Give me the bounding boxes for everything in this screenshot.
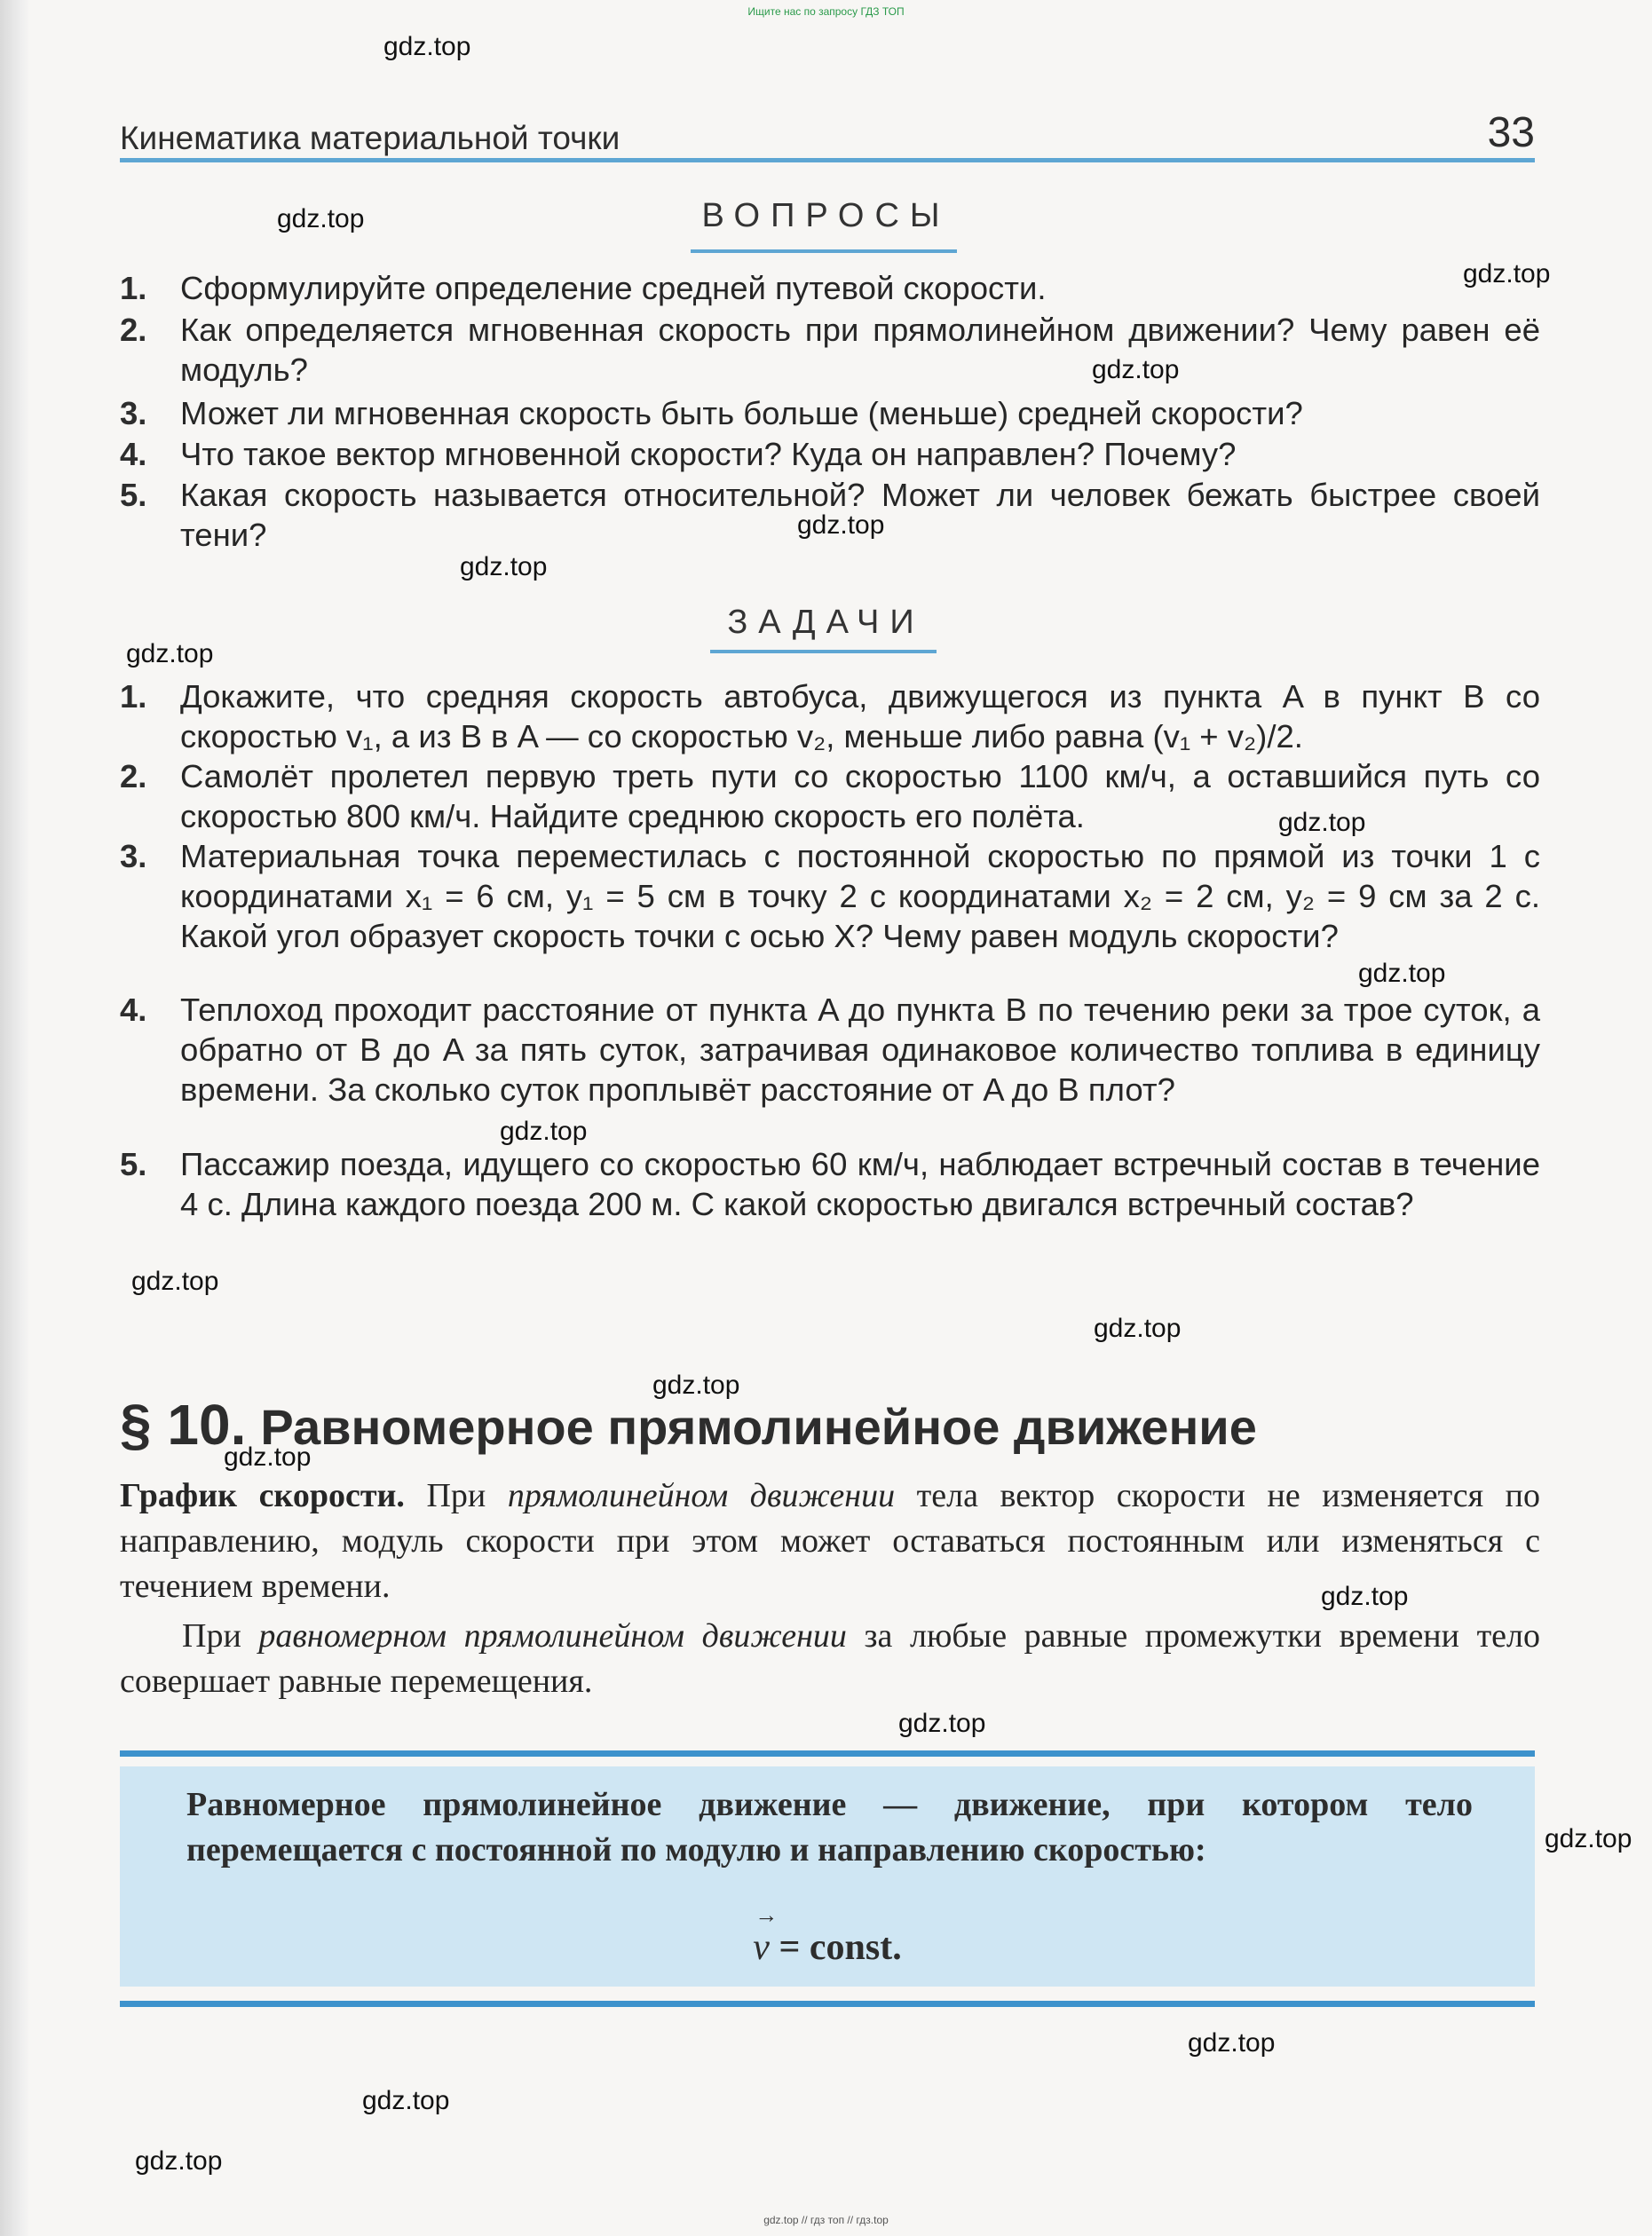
watermark-text: gdz.top (652, 1371, 740, 1400)
running-head: Кинематика материальной точки (120, 120, 620, 156)
watermark-text: gdz.top (362, 2086, 450, 2115)
watermark-text: gdz.top (1188, 2028, 1276, 2058)
tasks-heading-rule (710, 650, 937, 653)
paragraph-text: При (404, 1477, 508, 1514)
question-text: Что такое вектор мгновенной скорости? Куда он направлен? Почему? (180, 436, 1237, 472)
formula-rest: = const. (769, 1927, 902, 1968)
questions-heading: ВОПРОСЫ (701, 197, 951, 234)
watermark-text: gdz.top (898, 1709, 986, 1738)
question-item (120, 434, 1540, 474)
watermark-text: gdz.top (1463, 259, 1551, 288)
question-number: 4. (120, 436, 147, 472)
definition-text: Равномерное прямолинейное движение — движение, при котором тело перемещается с постоянной по модулю и направлению скоростью: (186, 1786, 1473, 1869)
paragraph-lead: График скорости. (120, 1477, 405, 1514)
watermark-text: gdz.top (1545, 1824, 1632, 1853)
velocity-formula (120, 1926, 1535, 1969)
watermark-text: gdz.top (224, 1442, 312, 1472)
task-text: Материальная точка переместилась с постоянной скоростью по прямой из точки 1 с координатами x₁ = 6 см, y₁ = 5 см в точку 2 с координатами x₂ = 2 см, y₂ = 9 см за 2 с. Какой угол образует скорость точки с осью X? Чему равен модуль скорости? (180, 838, 1540, 954)
watermark-text: gdz.top (135, 2146, 223, 2176)
watermark-text: gdz.top (500, 1117, 588, 1146)
task-text: Самолёт пролетел первую треть пути со скоростью 1100 км/ч, а оставшийся путь со скоростью 800 км/ч. Найдите среднюю скорость его полёта. (180, 758, 1540, 834)
watermark-text: gdz.top (1321, 1582, 1409, 1611)
question-item (120, 310, 1540, 390)
bottom-banner: gdz.top // гдз топ // гдз.top (763, 2214, 889, 2226)
watermark-text: gdz.top (383, 32, 471, 61)
task-number: 2. (120, 758, 147, 794)
watermark-text: gdz.top (460, 552, 548, 581)
paragraph-text: При (182, 1617, 259, 1655)
top-banner: Ищите нас по запросу ГДЗ ТОП (747, 5, 905, 18)
body-paragraph-2 (120, 1614, 1540, 1704)
question-number: 3. (120, 395, 147, 431)
velocity-vector-symbol: → v (753, 1927, 770, 1968)
task-number: 5. (120, 1146, 147, 1182)
definition-top-rule (120, 1750, 1535, 1757)
header-rule (120, 158, 1535, 162)
task-number: 1. (120, 678, 147, 715)
watermark-text: gdz.top (277, 204, 365, 233)
question-item (120, 393, 1540, 433)
emphasis-text: равномерном прямолинейном движении (258, 1617, 847, 1655)
task-text: Докажите, что средняя скорость автобуса, движущегося из пункта A в пункт B со скоростью v₁, а из B в A — со скоростью v₂, меньше либо равна (v₁ + v₂)/2. (180, 678, 1540, 755)
task-item (120, 836, 1540, 956)
watermark-text: gdz.top (1358, 959, 1446, 988)
question-item (120, 268, 1540, 308)
watermark-text: gdz.top (126, 639, 214, 668)
emphasis-text: прямолинейном движении (507, 1477, 896, 1514)
watermark-text: gdz.top (1094, 1314, 1182, 1343)
book-spine-shadow (0, 0, 30, 2236)
watermark-text: gdz.top (1092, 355, 1180, 384)
section-title-text: Равномерное прямолинейное движение (260, 1399, 1257, 1455)
question-text: Может ли мгновенная скорость быть больше (меньше) средней скорости? (180, 395, 1303, 431)
task-number: 4. (120, 992, 147, 1028)
watermark-text: gdz.top (797, 510, 885, 540)
task-item (120, 676, 1540, 756)
question-text: Какая скорость называется относительной? Может ли человек бежать быстрее своей тени? (180, 477, 1540, 553)
page-number: 33 (1487, 109, 1535, 156)
paragraph-text: тела вектор скорости не изменяется по направлению, модуль скорости при этом может оставаться постоянным или изменяться с течением времени. (120, 1477, 1540, 1605)
task-text: Теплоход проходит расстояние от пункта A до пункта B по течению реки за трое суток, а обратно от B до A за пять суток, затрачивая одинаковое количество топлива в единицу времени. За сколько суток проплывёт расстояние от A до B плот? (180, 992, 1540, 1108)
question-number: 2. (120, 312, 147, 348)
question-text: Сформулируйте определение средней путевой скорости. (180, 270, 1047, 306)
task-item (120, 1144, 1540, 1224)
watermark-text: gdz.top (1278, 808, 1366, 837)
section-symbol: § 10. (120, 1393, 247, 1457)
question-number: 1. (120, 270, 147, 306)
watermark-text: gdz.top (131, 1267, 219, 1296)
task-text: Пассажир поезда, идущего со скоростью 60 км/ч, наблюдает встречный состав в течение 4 с. Длина каждого поезда 200 м. С какой скоростью двигался встречный состав? (180, 1146, 1540, 1222)
tasks-heading: ЗАДАЧИ (727, 604, 925, 641)
question-text: Как определяется мгновенная скорость при прямолинейном движении? Чему равен её модуль? (180, 312, 1540, 388)
task-item (120, 990, 1540, 1110)
task-number: 3. (120, 838, 147, 874)
question-number: 5. (120, 477, 147, 513)
paragraph-text: за любые равные промежутки времени тело совершает равные перемещения. (120, 1617, 1541, 1700)
questions-heading-rule (691, 249, 957, 253)
definition-box (120, 1766, 1535, 1987)
definition-bottom-rule (120, 2001, 1535, 2007)
